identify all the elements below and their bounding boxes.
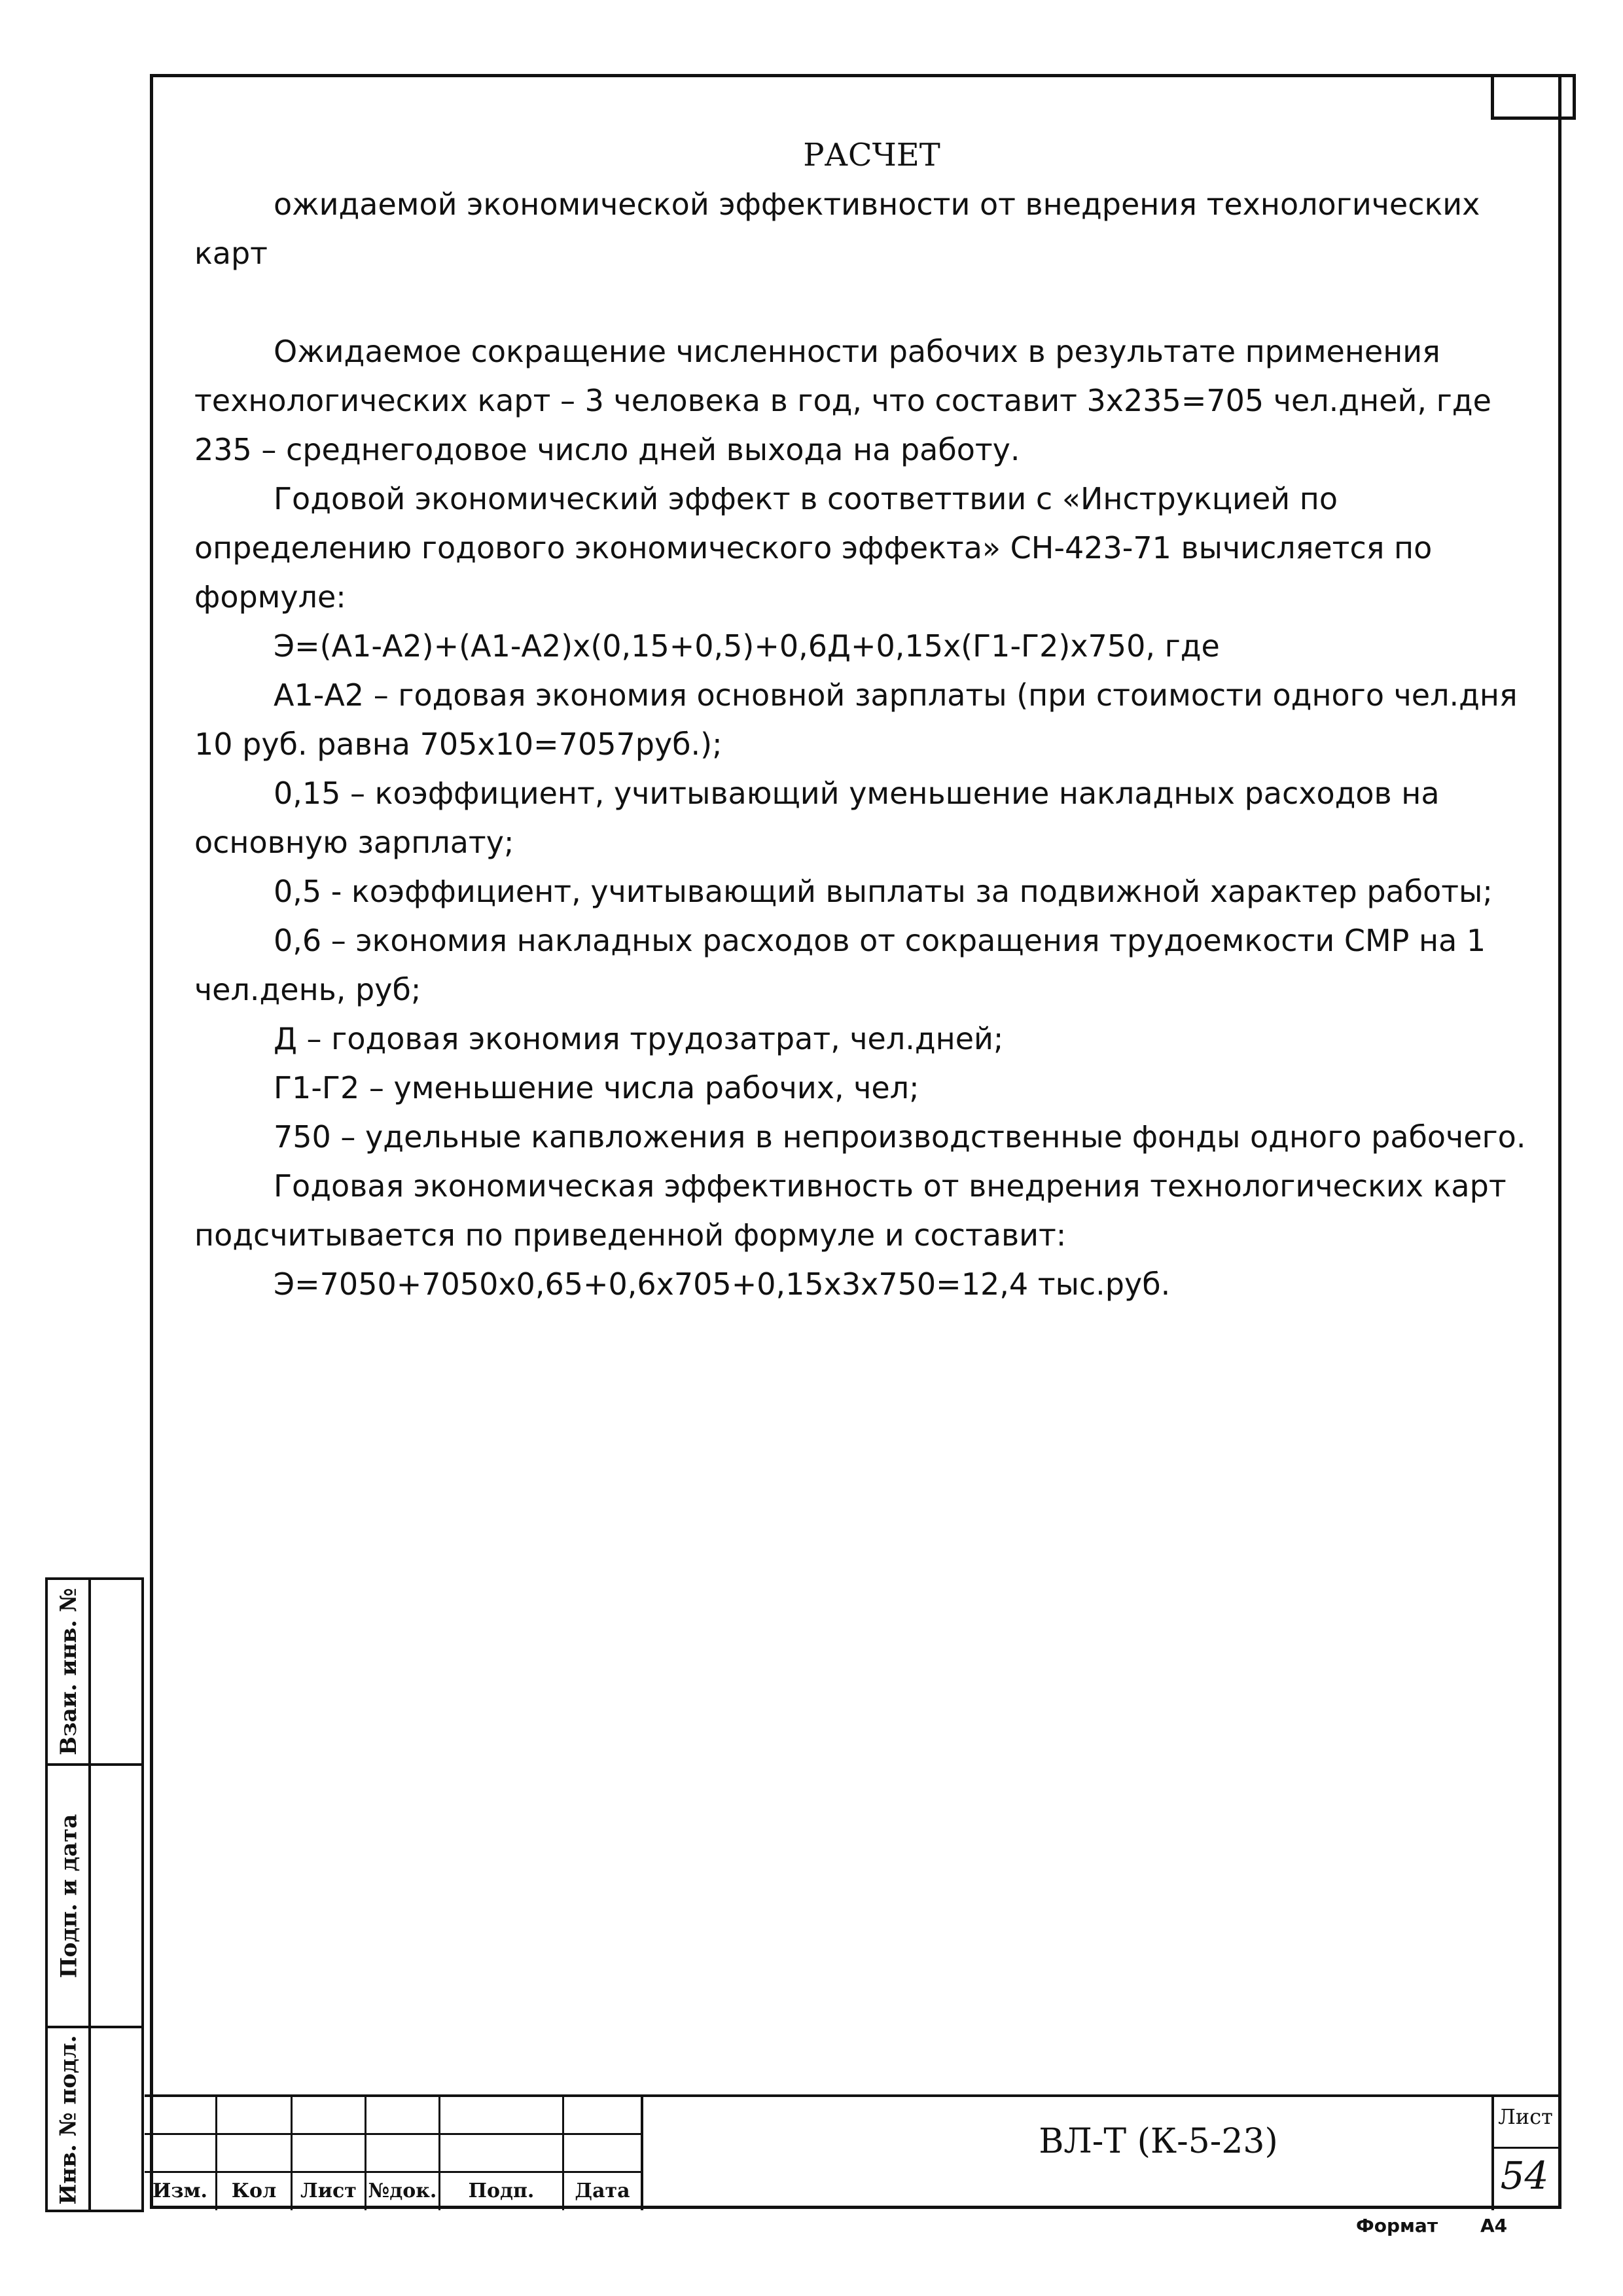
paragraph: Годовая экономическая эффективность от внедрения технологических карт подсчитывается по приведенной формуле и составит: — [194, 1168, 1507, 1253]
paragraph: 0,6 – экономия накладных расходов от сокращения трудоемкости СМР на 1 чел.день, руб; — [194, 923, 1486, 1007]
document-body — [194, 131, 1549, 1309]
sheet-number: 54 — [1500, 2153, 1549, 2198]
column-label-change: Изм. — [152, 2179, 207, 2202]
side-label-interchange-inv: Взаи. инв. № — [56, 1588, 82, 1755]
paragraph: Д – годовая экономия трудозатрат, чел.дней; — [274, 1021, 1004, 1056]
column-label-doc-number: №док. — [368, 2179, 437, 2202]
format-value: А4 — [1480, 2215, 1508, 2236]
paragraph: 750 – удельные капвложения в непроизводственные фонды одного рабочего. — [274, 1119, 1526, 1155]
column-label-quantity: Кол — [231, 2179, 277, 2202]
column-label-date: Дата — [575, 2179, 630, 2202]
paragraph: А1-А2 – годовая экономия основной зарплаты (при стоимости одного чел.дня 10 руб. равна 705х10=7057руб.); — [194, 677, 1518, 762]
corner-box — [1491, 74, 1576, 120]
paragraph: Годовой экономический эффект в соответтвии с «Инструкцией по определению годового экономического эффекта» СН-423-71 вычисляется по формуле: — [194, 481, 1433, 615]
paragraph: 0,5 - коэффициент, учитывающий выплаты за подвижной характер работы; — [274, 874, 1493, 909]
column-label-signature: Подп. — [468, 2179, 535, 2202]
side-label-signature-date: Подп. и дата — [56, 1814, 82, 1978]
column-label-sheet: Лист — [300, 2179, 357, 2202]
strip-divider — [88, 1580, 91, 2210]
paragraph: Ожидаемое сокращение численности рабочих в результате применения технологических карт – 3 человека в год, что составит 3х235=705 чел.дней, где 235 – среднегодовое число дней выхода на работу. — [194, 334, 1491, 467]
document-designation: ВЛ-Т (К-5-23) — [1039, 2122, 1278, 2161]
result-formula: Э=7050+7050х0,65+0,6х705+0,15х3х750=12,4 тыс.руб. — [274, 1266, 1171, 1302]
paragraph: 0,15 – коэффициент, учитывающий уменьшение накладных расходов на основную зарплату; — [194, 776, 1440, 860]
formula: Э=(А1-А2)+(А1-А2)х(0,15+0,5)+0,6Д+0,15х(Г1-Г2)х750, где — [274, 628, 1220, 664]
sheet-label: Лист — [1498, 2104, 1553, 2129]
document-subtitle: ожидаемой экономической эффективности от внедрения технологических карт — [194, 187, 1480, 271]
format-label: Формат — [1356, 2215, 1438, 2236]
side-label-original-inv: Инв. № подл. — [56, 2035, 82, 2205]
binding-strip — [45, 1577, 144, 2212]
paragraph: Г1-Г2 – уменьшение числа рабочих, чел; — [274, 1070, 919, 1105]
document-title: РАСЧЕТ — [803, 137, 940, 173]
